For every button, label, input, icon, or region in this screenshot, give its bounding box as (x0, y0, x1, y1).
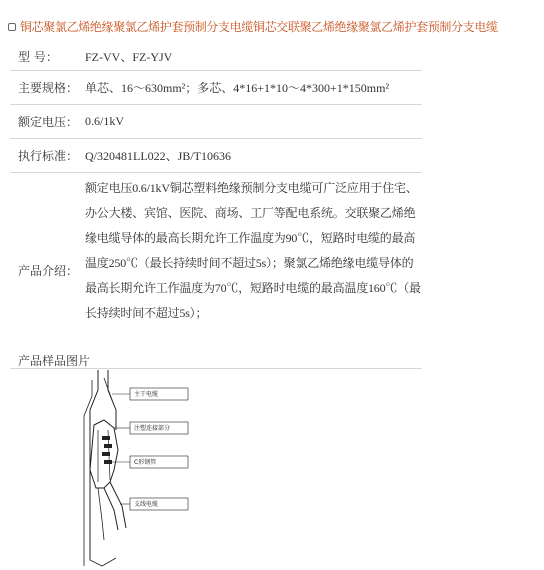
intro-label: 产品介绍： (10, 173, 81, 369)
product-title[interactable] (8, 18, 498, 35)
callout-main-cable: 主干电缆 (134, 391, 159, 398)
spec-row-spec (10, 71, 422, 105)
cable-diagram (68, 370, 208, 570)
spec-label: 执行标准： (10, 139, 81, 173)
spec-table (10, 42, 422, 369)
callout-branch-cable: 支线电缆 (134, 501, 159, 508)
spec-row-model (10, 42, 422, 71)
product-title-text[interactable]: 铜芯聚氯乙烯绝缘聚氯乙烯护套预制分支电缆铜芯交联聚乙烯绝缘聚氯乙烯护套预制分支电缆 (20, 20, 498, 34)
intro-cell (81, 173, 422, 369)
spec-label: 型 号： (10, 42, 81, 71)
spec-value: FZ-VV、FZ-YJV (81, 42, 422, 71)
intro-text: 额定电压0.6/1kV铜芯塑料绝缘预制分支电缆可广泛应用于住宅、办公大楼、宾馆、医院、商场、工厂等配电系统。交联聚乙烯绝缘电缆导体的最高长期允许工作温度为90℃，短路时电缆的最高温度250℃（最长持续时间不超过5s）；聚氯乙烯绝缘电缆导体的最高长期允许工作温度为70℃，短路时电缆的最高温度160℃（最长持续时间不超过5s）； (85, 181, 421, 320)
spec-row-standard (10, 139, 422, 173)
spec-label: 额定电压： (10, 105, 81, 139)
sample-title: 产品样品图片 (18, 354, 91, 368)
callout-c-pipe: C形钢管 (134, 459, 157, 466)
callout-molded-joint: 注塑连接部分 (134, 425, 171, 432)
spec-label: 主要规格： (10, 71, 81, 105)
bullet-square-icon (8, 23, 16, 31)
spec-value: Q/320481LL022、JB/T10636 (81, 139, 422, 173)
spec-value: 0.6/1kV (81, 105, 422, 139)
spec-row-voltage (10, 105, 422, 139)
spec-value: 单芯、16～630mm²；多芯、4*16+1*10～4*300+1*150mm² (81, 71, 422, 105)
spec-row-intro (10, 173, 422, 369)
